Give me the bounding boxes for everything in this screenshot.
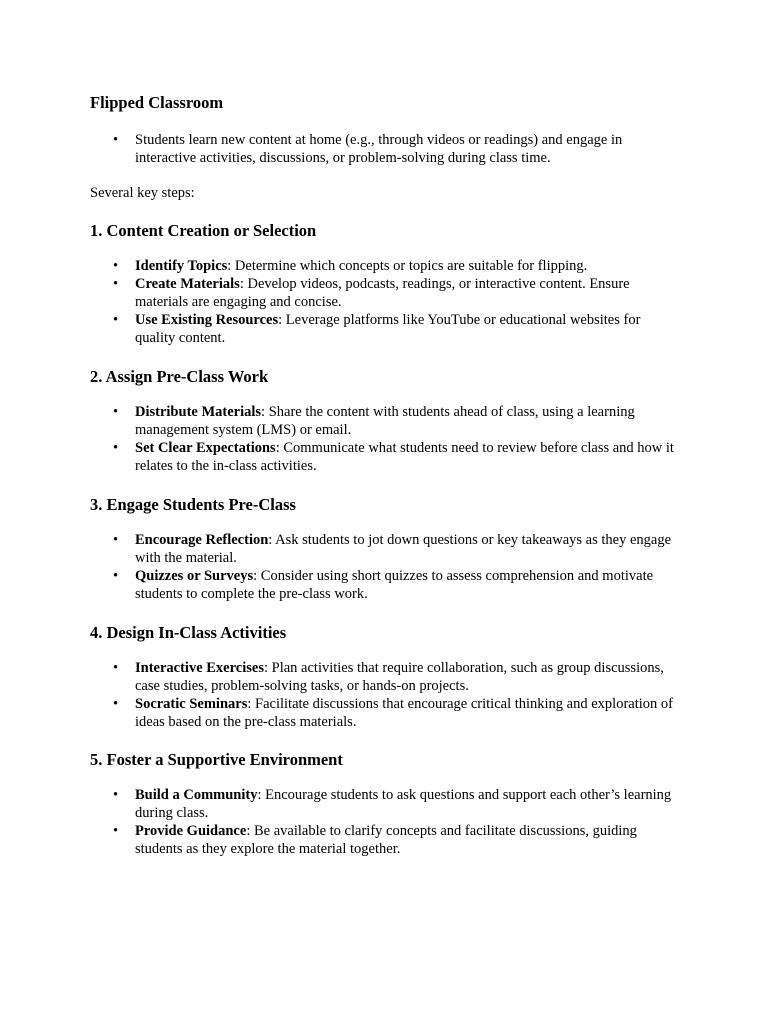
list-item	[90, 822, 680, 858]
bullet-icon: •	[113, 440, 119, 456]
item-term: Create Materials	[135, 276, 240, 292]
section-engage-students	[90, 494, 690, 603]
item-description: : Encourage students to ask questions and support each other’s learning during class.	[135, 787, 672, 821]
list-item	[90, 403, 680, 439]
list-item	[90, 567, 680, 603]
bullet-icon: •	[113, 132, 119, 148]
section-heading: 5. Foster a Supportive Environment	[90, 750, 343, 769]
section-content-creation	[90, 220, 690, 347]
bullet-icon: •	[113, 404, 119, 420]
section-supportive-environment	[90, 749, 690, 858]
section-list	[90, 531, 690, 603]
item-term: Build a Community	[135, 787, 258, 803]
item-description: : Consider using short quizzes to assess comprehension and motivate students to complete the pre-class work.	[135, 568, 654, 602]
item-term: Set Clear Expectations	[135, 440, 276, 456]
bullet-icon: •	[113, 568, 119, 584]
intro-list	[90, 131, 690, 167]
list-item	[90, 695, 680, 731]
bullet-icon: •	[113, 312, 119, 328]
list-item	[90, 659, 680, 695]
section-list	[90, 403, 690, 475]
item-description: : Determine which concepts or topics are suitable for flipping.	[227, 258, 588, 274]
item-description: : Communicate what students need to review before class and how it relates to the in-class activities.	[135, 440, 674, 474]
list-item	[90, 311, 680, 347]
section-list	[90, 786, 690, 858]
item-description: : Share the content with students ahead of class, using a learning management system (LMS) or email.	[135, 404, 635, 438]
section-heading: 2. Assign Pre-Class Work	[90, 367, 269, 386]
intro-bullet-item	[90, 131, 680, 167]
section-in-class-activities	[90, 622, 690, 731]
list-item	[90, 439, 680, 475]
list-item	[90, 257, 680, 275]
section-heading: 1. Content Creation or Selection	[90, 221, 317, 240]
item-term: Use Existing Resources	[135, 312, 279, 328]
item-term: Quizzes or Surveys	[135, 568, 254, 584]
page-title: Flipped Classroom	[90, 93, 224, 112]
intro-text: Several key steps:	[90, 185, 195, 201]
bullet-icon: •	[113, 258, 119, 274]
section-heading: 4. Design In-Class Activities	[90, 623, 287, 642]
bullet-icon: •	[113, 276, 119, 292]
item-description: : Leverage platforms like YouTube or educational websites for quality content.	[135, 312, 641, 346]
item-term: Encourage Reflection	[135, 532, 269, 548]
section-list	[90, 257, 690, 347]
item-term: Interactive Exercises	[135, 660, 264, 676]
item-description: : Ask students to jot down questions or key takeaways as they engage with the material.	[135, 532, 672, 566]
bullet-icon: •	[113, 532, 119, 548]
bullet-icon: •	[113, 696, 119, 712]
section-assign-pre-class-work	[90, 366, 690, 475]
item-description: : Facilitate discussions that encourage critical thinking and exploration of ideas based on the pre-class materials.	[135, 696, 673, 730]
item-description: : Plan activities that require collaboration, such as group discussions, case studies, problem-solving tasks, or hands-on projects.	[135, 660, 664, 694]
bullet-icon: •	[113, 823, 119, 839]
intro-bullet-text: Students learn new content at home (e.g., through videos or readings) and engage in interactive activities, discussions, or problem-solving during class time.	[135, 132, 623, 166]
item-description: : Be available to clarify concepts and facilitate discussions, guiding students as they explore the material together.	[135, 823, 637, 857]
item-term: Distribute Materials	[135, 404, 262, 420]
bullet-icon: •	[113, 660, 119, 676]
item-term: Provide Guidance	[135, 823, 247, 839]
list-item	[90, 275, 680, 311]
item-term: Identify Topics	[135, 258, 228, 274]
list-item	[90, 786, 680, 822]
item-description: : Develop videos, podcasts, readings, or interactive content. Ensure materials are engaging and concise.	[135, 276, 630, 310]
section-list	[90, 659, 690, 731]
bullet-icon: •	[113, 787, 119, 803]
section-heading: 3. Engage Students Pre-Class	[90, 495, 296, 514]
item-term: Socratic Seminars	[135, 696, 248, 712]
list-item	[90, 531, 680, 567]
